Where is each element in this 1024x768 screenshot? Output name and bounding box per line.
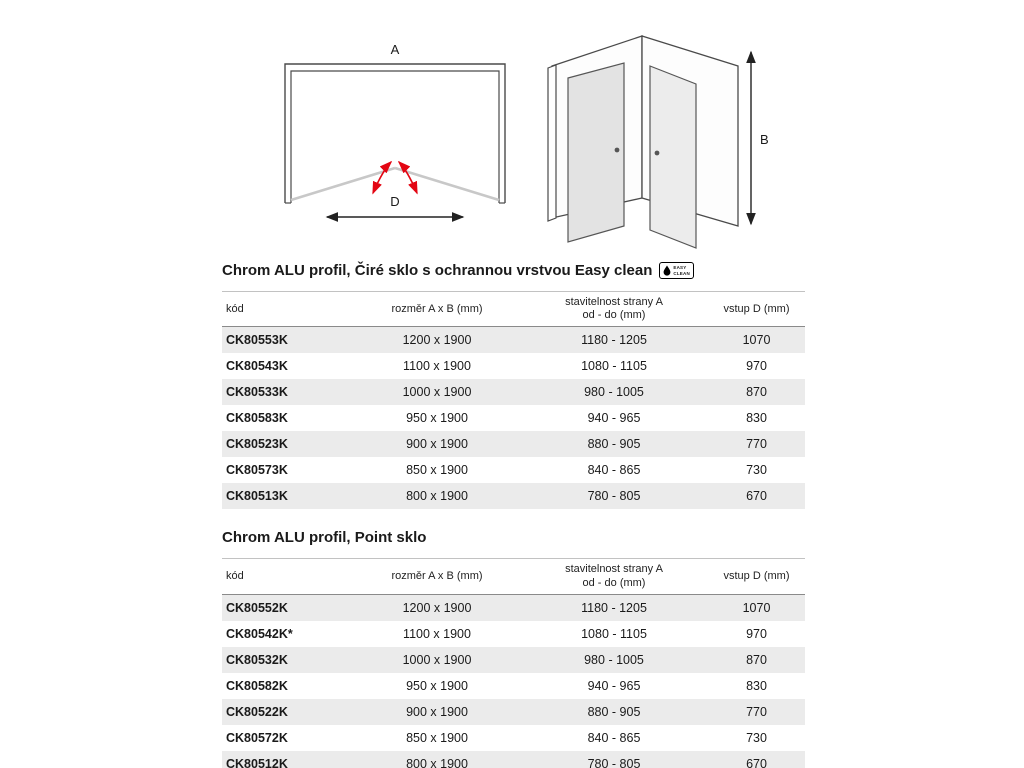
header-stavitelnost: stavitelnost strany A od - do (mm)	[565, 296, 663, 322]
table-row: CK80532K 1000 x 1900 980 - 1005 870	[222, 647, 805, 673]
table-header-row	[222, 558, 805, 594]
swing-arrow-left-icon	[373, 162, 391, 193]
dimension-d-label: D	[390, 194, 400, 209]
table-row: CK80572K 850 x 1900 840 - 865 730	[222, 725, 805, 751]
header-kod: kód	[226, 569, 244, 582]
iso-view-svg	[538, 20, 770, 264]
table-row: CK80552K 1200 x 1900 1180 - 1205 1070	[222, 595, 805, 621]
table-body	[222, 327, 805, 509]
right-door-panel	[650, 66, 696, 248]
header-rozmer: rozměr A x B (mm)	[391, 569, 483, 582]
header-kod: kód	[226, 302, 244, 315]
table-row: CK80582K 950 x 1900 940 - 965 830	[222, 673, 805, 699]
header-rozmer: rozměr A x B (mm)	[391, 302, 483, 315]
header-vstup: vstup D (mm)	[723, 569, 790, 582]
easy-clean-text: EASY CLEAN	[673, 265, 690, 276]
section1-title-row	[222, 262, 805, 279]
table-easy-clean	[222, 291, 805, 509]
table-row: CK80513K 800 x 1900 780 - 805 670	[222, 483, 805, 509]
table-row: CK80583K 950 x 1900 940 - 965 830	[222, 405, 805, 431]
section2-title-row	[222, 529, 805, 546]
table-row: CK80533K 1000 x 1900 980 - 1005 870	[222, 379, 805, 405]
right-door-knob-icon	[655, 151, 660, 156]
table-row: CK80573K 850 x 1900 840 - 865 730	[222, 457, 805, 483]
dimension-b-label: B	[760, 132, 769, 147]
front-view-svg	[272, 40, 518, 228]
left-door-panel	[568, 63, 624, 242]
content-tables	[222, 262, 805, 768]
door-right-line	[395, 168, 499, 200]
swing-arrow-right-icon	[399, 162, 417, 193]
left-door-knob-icon	[615, 148, 620, 153]
table-row: CK80542K* 1100 x 1900 1080 - 1105 970	[222, 621, 805, 647]
frame-inner	[291, 71, 499, 203]
door-left-line	[291, 168, 395, 200]
header-vstup: vstup D (mm)	[723, 302, 790, 315]
frame-outer	[285, 64, 505, 203]
section1-title: Chrom ALU profil, Čiré sklo s ochrannou vrstvou Easy clean	[222, 262, 653, 279]
table-header-row	[222, 291, 805, 327]
dimension-a-label: A	[390, 42, 400, 57]
table-row: CK80512K 800 x 1900 780 - 805 670	[222, 751, 805, 768]
table-point-sklo	[222, 558, 805, 768]
table-row: CK80523K 900 x 1900 880 - 905 770	[222, 431, 805, 457]
table-row: CK80543K 1100 x 1900 1080 - 1105 970	[222, 353, 805, 379]
header-stavitelnost: stavitelnost strany A od - do (mm)	[565, 563, 663, 589]
left-wall-profile	[548, 65, 556, 221]
iso-view-diagram	[538, 20, 770, 264]
front-view-diagram	[272, 40, 518, 228]
section2-title: Chrom ALU profil, Point sklo	[222, 529, 427, 547]
table-row: CK80522K 900 x 1900 880 - 905 770	[222, 699, 805, 725]
easy-clean-icon	[659, 262, 694, 279]
table-body	[222, 595, 805, 768]
droplet-icon	[663, 265, 671, 276]
table-row: CK80553K 1200 x 1900 1180 - 1205 1070	[222, 327, 805, 353]
